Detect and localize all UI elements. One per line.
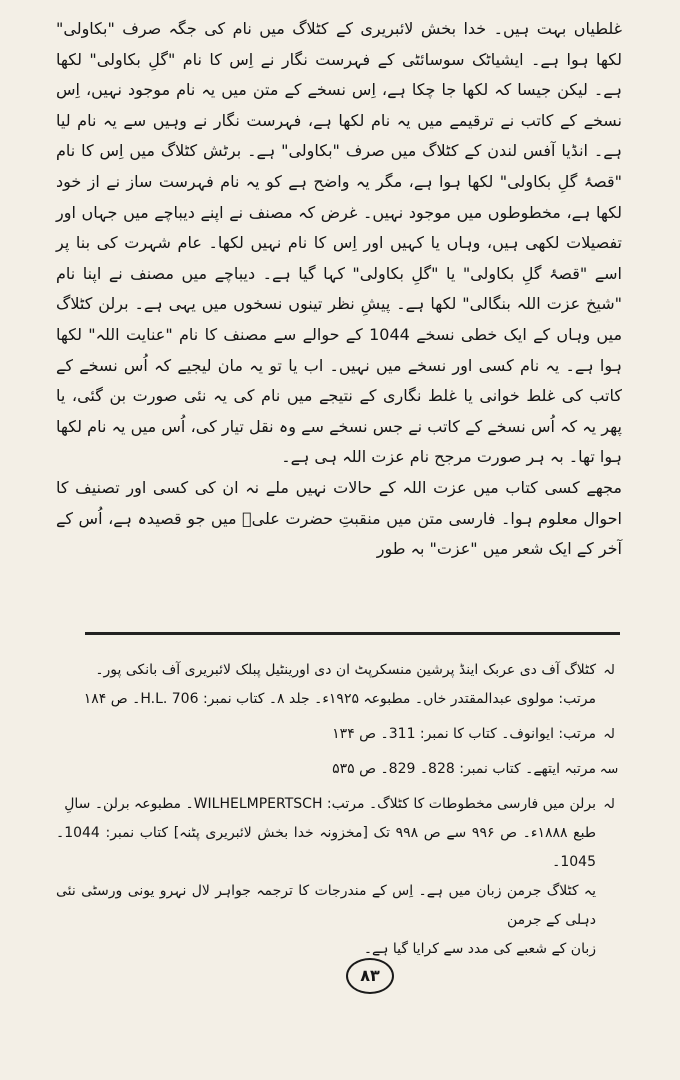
footnote-marker: لہ [603,797,615,812]
footnote-text [56,790,596,964]
footnote-marker: لہ [603,663,615,678]
footnote-line: مرتبہ ایتھے۔ کتاب نمبر: 828۔ 829۔ ص ۵۳۵ [332,761,596,777]
page-number: ۸۳ [346,958,394,994]
footnotes-section [56,656,622,970]
footnote-text [56,656,596,714]
footnote-line: کٹلاگ آف دی عربک اینڈ پرشین منسکرپٹ ان دی اورینٹیل پبلک لائبریری آف بانکی پور۔ [95,662,596,678]
footnote-marker: لہ [603,727,615,742]
footnote-line: طبع ۱۸۸۸ء۔ ص ۹۹۶ سے ص ۹۹۸ تک [مخزونہ خدا بخش لائبریری پٹنہ] کتاب نمبر: 1044۔ 1045۔ [56,825,596,870]
footnote-separator [85,632,620,635]
footnote-4 [56,790,622,964]
footnote-line: مرتب: مولوی عبدالمقتدر خاں۔ مطبوعہ ۱۹۲۵ء۔ جلد ۸۔ کتاب نمبر: H.L. 706۔ ص ۱۸۴ [83,691,596,707]
footnote-line: زبان کے شعبے کی مدد سے کرایا گیا ہے۔ [363,941,596,957]
footnote-line: مرتب: ایوانوف۔ کتاب کا نمبر: 311۔ ص ۱۳۴ [332,726,596,742]
footnote-2 [56,720,622,749]
footnote-text [56,755,596,784]
footnote-line: برلن میں فارسی مخطوطات کا کٹلاگ۔ مرتب: WILHELMPERTSCH۔ مطبوعہ برلن۔ سالِ [64,796,596,812]
main-text-block [56,14,622,565]
body-paragraph-2: مجھے کسی کتاب میں عزت اللہ کے حالات نہیں ملے نہ ان کی کسی اور تصنیف کا احوال معلوم ہوا۔ فارسی متن میں منقبتِ حضرت علیؑ میں جو قصیدہ ہے، اُس کے آخر کے ایک شعر میں "عزت" بہ طور [56,477,622,559]
body-paragraph-1: غلطیاں بہت ہیں۔ خدا بخش لائبریری کے کٹلاگ میں نام کی جگہ صرف "بکاولی" لکھا ہوا ہے۔ ایشیاٹک سوسائٹی کے فہرست نگار نے اِس کا نام "گلِ بکاولی" لکھا ہے۔ لیکن جیسا کہ لکھا جا چکا ہے، اِس نسخے کے متن میں یہ نام موجود نہیں، اِس نسخے کے کاتب نے ترقیمے میں یہ نام لکھا ہے، فہرست نگار نے وہیں سے یہ نام لیا ہے۔ انڈیا آفس لندن کے کٹلاگ میں صرف "بکاولی" ہے۔ برٹش کٹلاگ میں اِس کا نام "قصۂ گلِ بکاولی" لکھا ہوا ہے، مگر یہ واضح ہے کو یہ نام فہرست ساز نے از خود لکھا ہے، مخطوطوں میں موجود نہیں۔ غرض کہ مصنف نے اپنے دیباچے میں جہاں اور تفصیلات لکھی ہیں، وہاں یا کہیں اور اِس کا نام نہیں لکھا۔ عام شہرت کی بنا پر اسے "قصۂ گلِ بکاولی" یا "گلِ بکاولی" کہا گیا ہے۔ دیباچے میں مصنف نے اپنا نام "شیخ عزت اللہ بنگالی" لکھا ہے۔ پیشِ نظر تینوں نسخوں میں یہی ہے۔ برلن کٹلاگ میں وہاں کے ایک خطی نسخے 1044 کے حوالے سے مصنف کا نام "عنایت اللہ" لکھا ہوا ہے۔ یہ نام کسی اور نسخے میں نہیں۔ اب یا تو یہ مان لیجیے کہ اُس نسخے کے کاتب کی غلط خوانی یا غلط نگاری کے نتیجے میں نام کی یہ نئی صورت بن گئی، یا پھر یہ کہ اُس نسخے کے کاتب نے جس نسخے سے وہ نقل تیار کی، اُس میں یہ نام لکھا ہوا تھا۔ بہ ہر صورت مرجح نام عزت اللہ ہی ہے۔ [56,19,623,467]
footnote-1 [56,656,622,714]
footnote-line: یہ کٹلاگ جرمن زبان میں ہے۔ اِس کے مندرجات کا ترجمہ جواہر لال نہرو یونی ورسٹی نئی دہلی کے جرمن [56,883,596,928]
footnote-text [56,720,596,749]
footnote-3 [56,755,622,784]
footnote-marker: سہ [599,762,619,777]
